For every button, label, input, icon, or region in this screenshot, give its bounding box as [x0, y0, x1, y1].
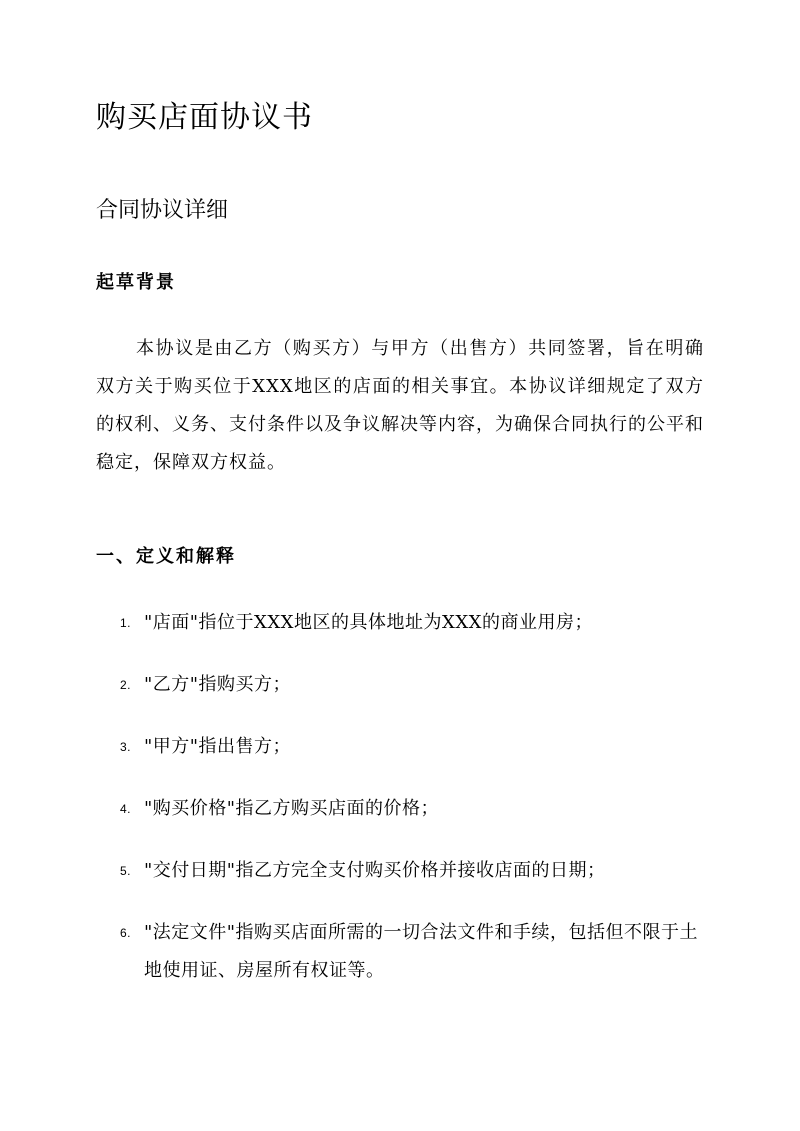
list-item — [96, 728, 704, 766]
list-item-text: "交付日期"指乙方完全支付购买价格并接收店面的日期； — [144, 860, 606, 881]
list-item — [96, 604, 704, 642]
list-item-number: 4. — [120, 802, 132, 816]
list-item-number: 6. — [120, 926, 132, 940]
section-title: 合同协议详细 — [96, 198, 229, 223]
list-item — [96, 666, 704, 704]
list-item-text: "店面"指位于XXX地区的具体地址为XXX的商业用房； — [144, 612, 593, 633]
list-item-text: "乙方"指购买方； — [144, 674, 292, 695]
list-item-text: "甲方"指出售方； — [144, 736, 292, 757]
list-item — [96, 790, 704, 828]
list-item-number: 3. — [120, 740, 132, 754]
list-item — [96, 852, 704, 890]
list-item-text: "法定文件"指购买店面所需的一切合法文件和手续，包括但不限于土地使用证、房屋所有权证等。 — [144, 922, 699, 981]
list-item-number: 2. — [120, 678, 132, 692]
document-title: 购买店面协议书 — [96, 100, 313, 135]
list-item-text: "购买价格"指乙方购买店面的价格； — [144, 798, 440, 819]
definitions-heading: 一、定义和解释 — [96, 546, 236, 567]
list-item — [96, 914, 704, 990]
list-item-number: 1. — [120, 616, 132, 630]
background-heading: 起草背景 — [96, 272, 176, 293]
definitions-list — [96, 604, 704, 1014]
list-item-number: 5. — [120, 864, 132, 878]
background-paragraph: 本协议是由乙方（购买方）与甲方（出售方）共同签署，旨在明确双方关于购买位于XXX地区的店面的相关事宜。本协议详细规定了双方的权利、义务、支付条件以及争议解决等内容，为确保合同执行的公平和稳定，保障双方权益。 — [96, 338, 704, 473]
